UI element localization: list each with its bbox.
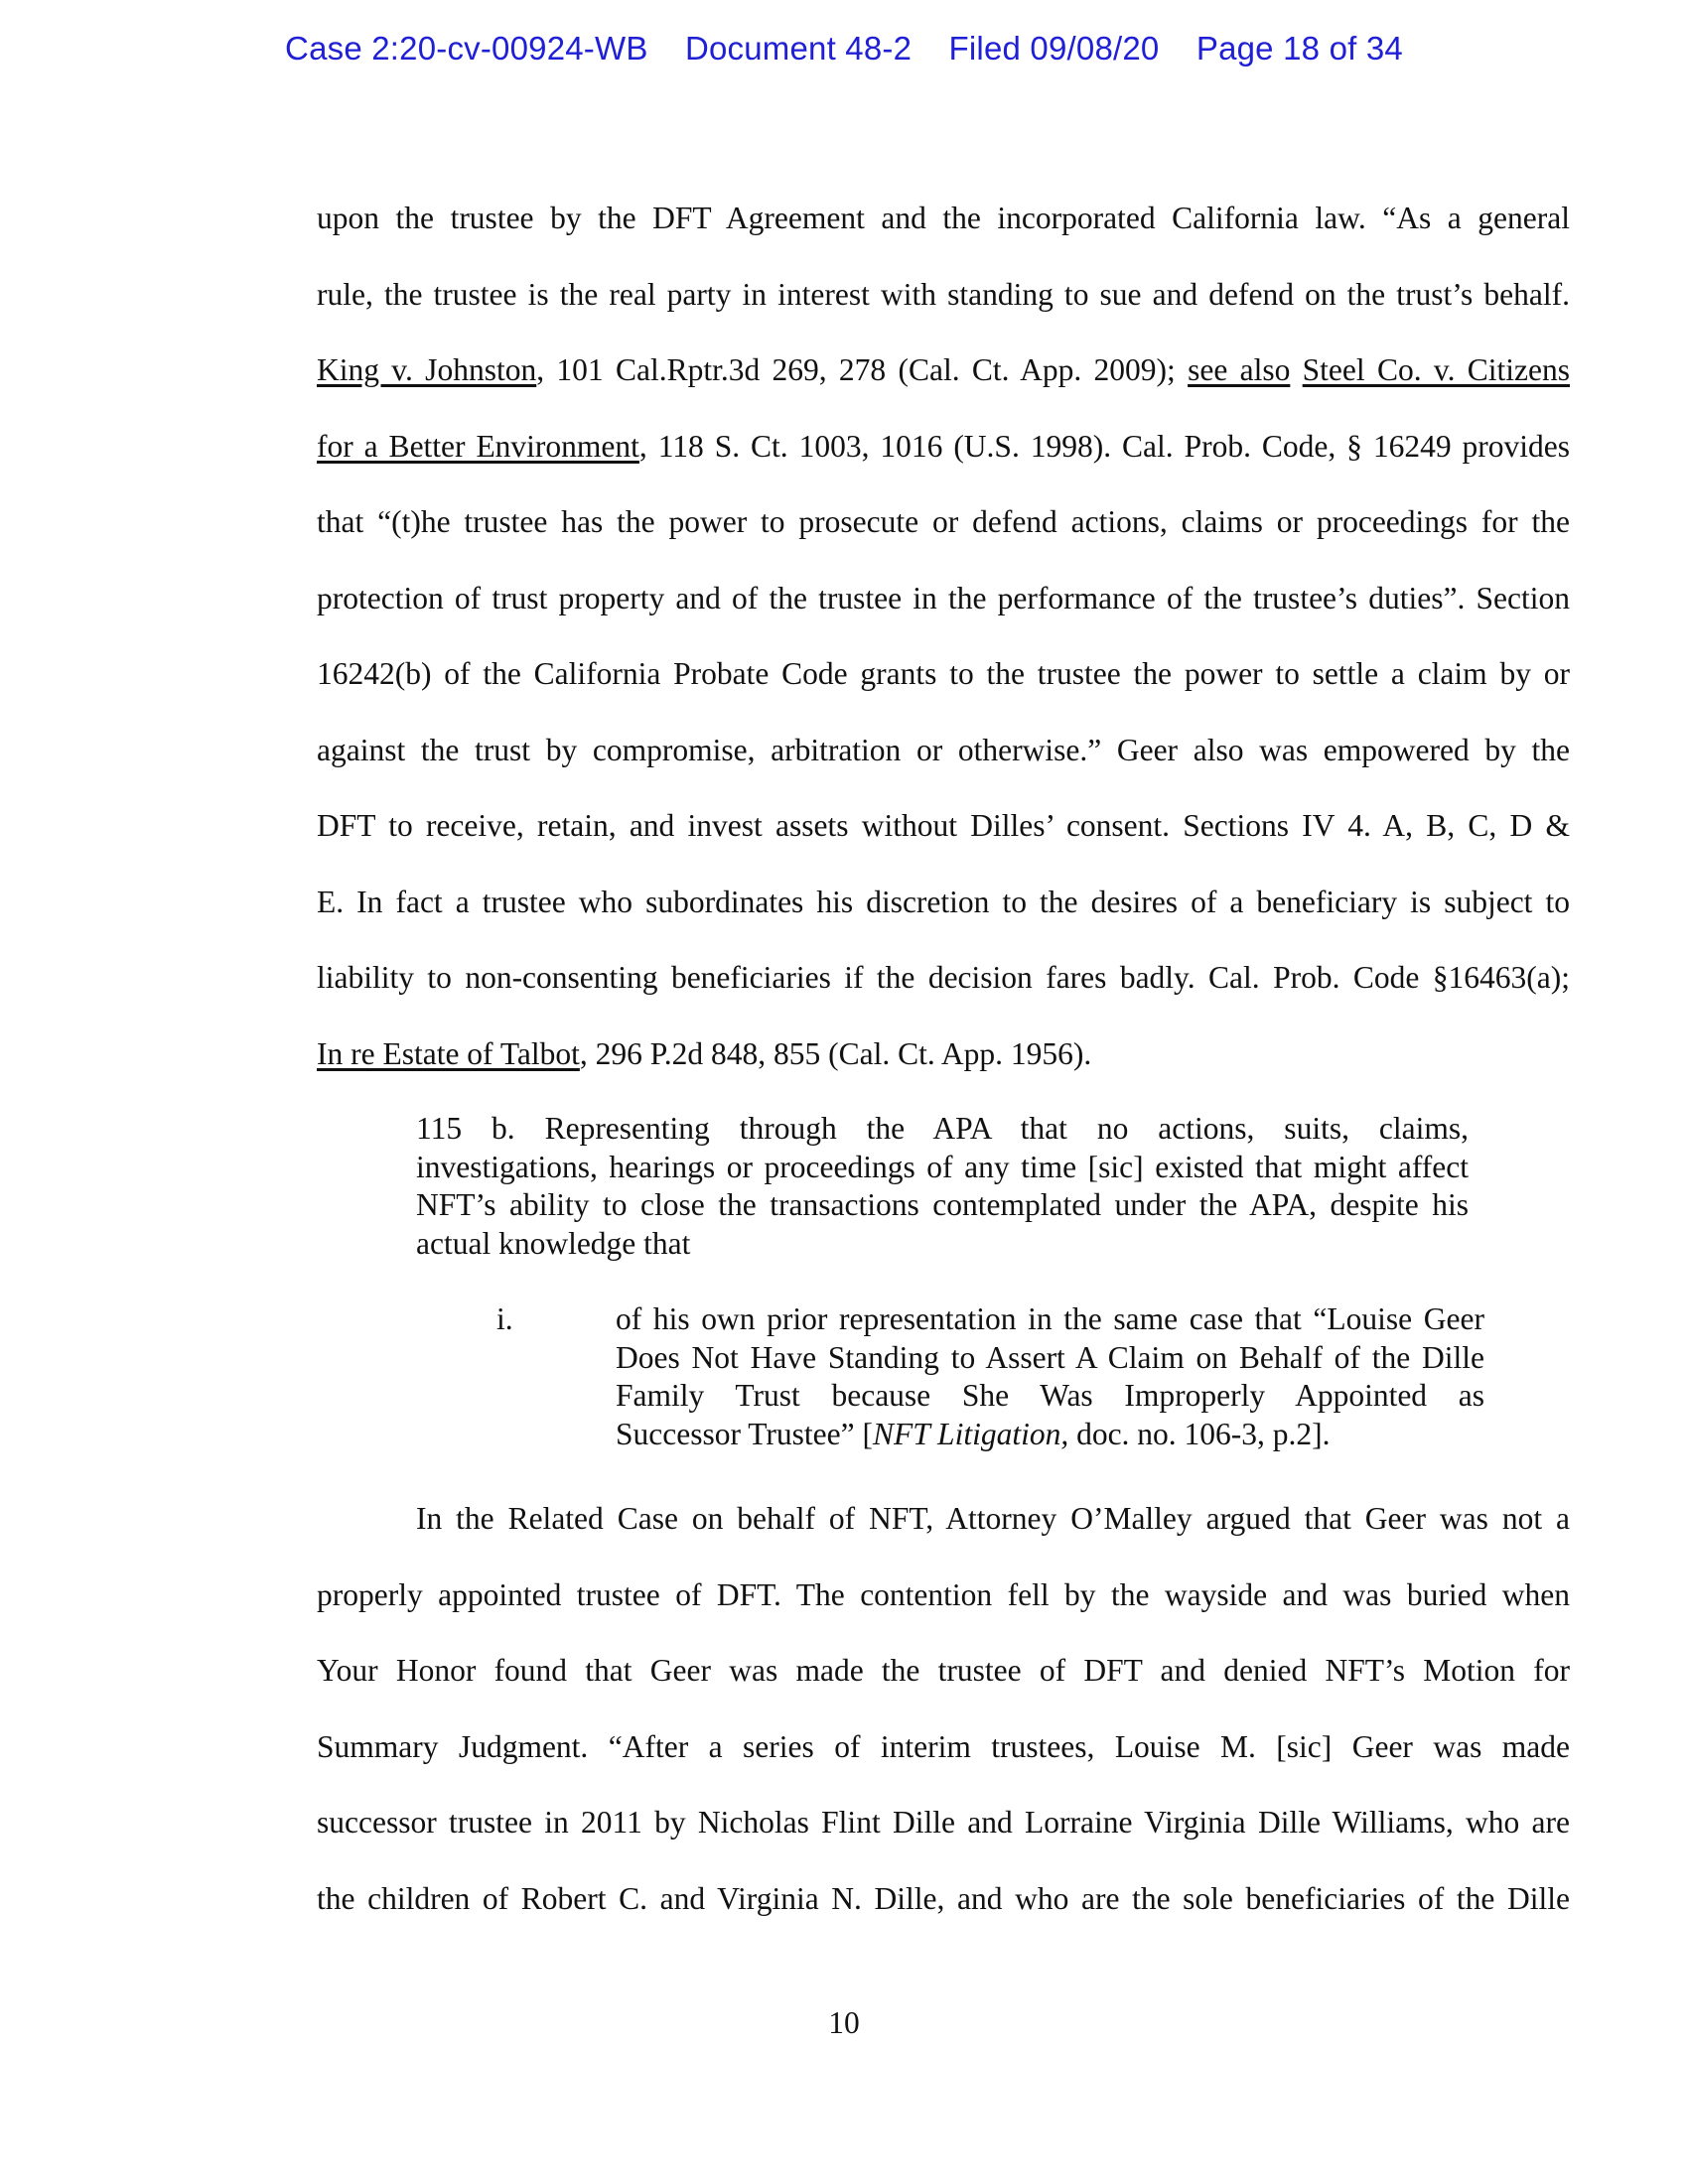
text-line: Does Not Have Standing to Assert A Claim on Behalf of the Dille [616, 1339, 1484, 1375]
text-line: NFT’s ability to close the transactions contemplated under the APA, despite his [416, 1187, 1469, 1222]
text-line: that “(t)he trustee has the power to prosecute or defend actions, claims or proceedings for the [317, 504, 1570, 539]
signal-see-also: see also [1188, 352, 1291, 387]
text-line: DFT to receive, retain, and invest assets without Dilles’ consent. Sections IV 4. A, B, C, D & [317, 808, 1570, 843]
citation-text: , 101 Cal.Rptr.3d 269, 278 (Cal. Ct. App. 2009); [536, 352, 1189, 387]
italic-case-name: NFT Litigation, [872, 1416, 1069, 1451]
paragraph-related-case [317, 1481, 1570, 1937]
citation-text: , 296 P.2d 848, 855 (Cal. Ct. App. 1956). [579, 1035, 1092, 1071]
text-line: actual knowledge that [416, 1225, 691, 1261]
citation-text: , 118 S. Ct. 1003, 1016 (U.S. 1998). Cal. Prob. Code, § 16249 provides [638, 428, 1570, 464]
document-number: Document 48-2 [684, 30, 913, 67]
case-citation: In re Estate of Talbot [317, 1035, 580, 1071]
text-line: 115 b. Representing through the APA that no actions, suits, claims, [416, 1111, 1469, 1146]
text-line: upon the trustee by the DFT Agreement and the incorporated California law. “As a general [317, 201, 1570, 235]
ecf-header [0, 30, 1688, 68]
case-number: Case 2:20-cv-00924-WB [285, 30, 648, 67]
item-number: i. [496, 1301, 513, 1336]
case-citation: King v. Johnston [317, 352, 537, 387]
text-span: Successor Trustee” [ [616, 1416, 873, 1451]
text-line [317, 1017, 1570, 1093]
text-line: protection of trust property and of the trustee in the performance of the trustee’s duties”. Section [317, 580, 1570, 615]
text-line: of his own prior representation in the same case that “Louise Geer [616, 1301, 1484, 1336]
text-line: against the trust by compromise, arbitration or otherwise.” Geer also was empowered by the [317, 732, 1570, 767]
text-line: investigations, hearings or proceedings of any time [sic] existed that might affect [416, 1149, 1469, 1184]
text-line: successor trustee in 2011 by Nicholas Flint Dille and Lorraine Virginia Dille Williams, who are [317, 1805, 1570, 1840]
text-line: the children of Robert C. and Virginia N. Dille, and who are the sole beneficiaries of the Dille [317, 1880, 1570, 1916]
page-number: 10 [828, 2005, 860, 2040]
text-line: E. In fact a trustee who subordinates his discretion to the desires of a beneficiary is subject to [317, 884, 1570, 919]
item-text [616, 1300, 1484, 1453]
text-line [317, 409, 1570, 485]
text-line: rule, the trustee is the real party in interest with standing to sue and defend on the trust’s behalf. [317, 276, 1570, 312]
case-citation: Steel Co. v. Citizens [1302, 352, 1570, 387]
text-span: doc. no. 106-3, p.2]. [1068, 1416, 1331, 1451]
text-line: properly appointed trustee of DFT. The contention fell by the wayside and was buried when [317, 1576, 1570, 1612]
page-count: Page 18 of 34 [1196, 30, 1403, 67]
text-line: liability to non-consenting beneficiaries if the decision fares badly. Cal. Prob. Code §16463(a); [317, 960, 1570, 995]
text-line: Summary Judgment. “After a series of interim trustees, Louise M. [sic] Geer was made [317, 1728, 1570, 1764]
paragraph-trustee-powers [317, 181, 1570, 1092]
text-line [317, 333, 1570, 409]
text-line: In the Related Case on behalf of NFT, Attorney O’Malley argued that Geer was not a [416, 1501, 1570, 1536]
case-citation: for a Better Environment [317, 428, 639, 464]
block-quote-115b [416, 1110, 1469, 1263]
text-line [616, 1416, 1484, 1454]
filed-date: Filed 09/08/20 [948, 30, 1160, 67]
text-line: 16242(b) of the California Probate Code grants to the trustee the power to settle a claim by or [317, 656, 1570, 691]
text-line: Family Trust because She Was Improperly Appointed as [616, 1378, 1484, 1413]
text-line: Your Honor found that Geer was made the trustee of DFT and denied NFT’s Motion for [317, 1653, 1570, 1688]
